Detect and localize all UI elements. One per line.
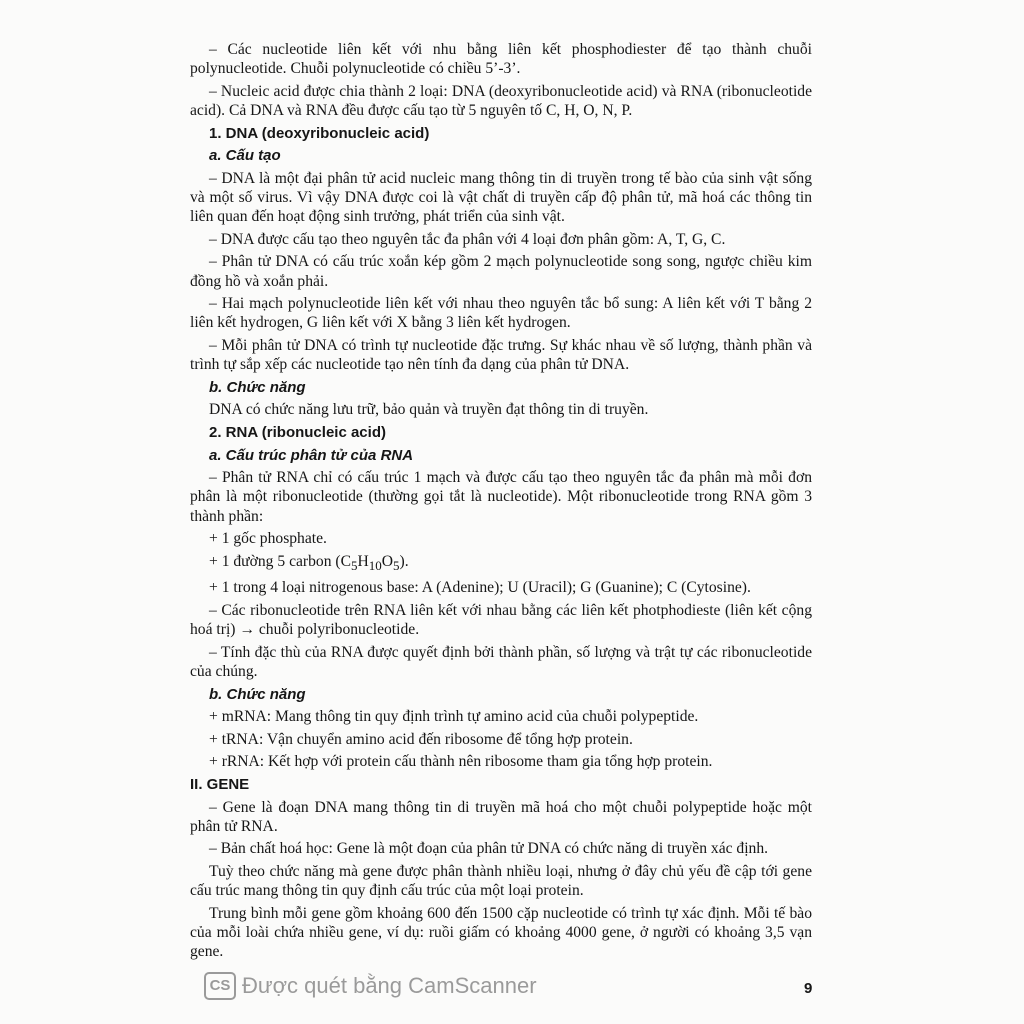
dna-paragraph: – Mỗi phân tử DNA có trình tự nucleotide đặc trưng. Sự khác nhau về số lượng, thành phần và trình tự sắp xếp các nucleotide tạo nên tính đa dạng của phân tử DNA.	[190, 336, 812, 374]
rna-paragraph: – Tính đặc thù của RNA được quyết định bởi thành phần, số lượng và trật tự các ribonucleotide của chúng.	[190, 643, 812, 681]
gene-paragraph: – Gene là đoạn DNA mang thông tin di truyền mã hoá cho một chuỗi polypeptide hoặc một phân tử RNA.	[190, 798, 812, 835]
sugar-end: ).	[399, 552, 409, 570]
dna-paragraph: – Hai mạch polynucleotide liên kết với nhau theo nguyên tắc bổ sung: A liên kết với T bằng 2 liên kết hydrogen, G liên kết với X bằng 3 liên kết hydrogen.	[190, 295, 812, 332]
intro-paragraph-2: – Nucleic acid được chia thành 2 loại: DNA (deoxyribonucleotide acid) và RNA (ribonucleotide acid). Cả DNA và RNA đều được cấu tạo từ 5 nguyên tố C, H, O, N, P.	[190, 82, 812, 119]
sugar-o: O	[381, 552, 394, 570]
intro-paragraph-1: – Các nucleotide liên kết với nhu bằng liên kết phosphodiester để tạo thành chuỗi polynucleotide. Chuỗi polynucleotide có chiều 5’-3’.	[190, 41, 812, 78]
sugar-h: H	[357, 552, 369, 570]
page-number: 9	[804, 980, 813, 997]
rna-heading: 2. RNA (ribonucleic acid)	[209, 423, 386, 441]
rna-paragraph: – Các ribonucleotide trên RNA liên kết với nhau bằng các liên kết photphodieste (liên kết cộng hoá trị) → chuỗi polyribonucleotide.	[190, 602, 812, 639]
dna-paragraph: – Phân tử DNA có cấu trúc xoắn kép gồm 2 mạch polynucleotide song song, ngược chiều kim đồng hồ và xoắn phải.	[190, 253, 812, 290]
rna-structure-intro: – Phân tử RNA chỉ có cấu trúc 1 mạch và được cấu tạo theo nguyên tắc đa phân mà mỗi đơn phân là một ribonucleotide (thường gọi tắt là nucleotide). Một ribonucleotide trong RNA gồm 3 thành phần:	[190, 469, 812, 525]
gene-paragraph: – Bản chất hoá học: Gene là một đoạn của phân tử DNA có chức năng di truyền xác định.	[209, 840, 769, 858]
dna-function-heading: b. Chức năng	[209, 378, 306, 396]
gene-paragraph: Trung bình mỗi gene gồm khoảng 600 đến 1500 cặp nucleotide có trình tự xác định. Mỗi tế bào của mỗi loài chứa nhiều gene, ví dụ: ruồi giấm có khoảng 4000 gene, ở người có khoảng 3,5 vạn gene.	[190, 904, 812, 961]
dna-structure-heading: a. Cấu tạo	[209, 147, 281, 165]
rna-sugar-item	[190, 552, 812, 575]
sugar-text: + 1 đường 5 carbon (C	[209, 552, 351, 570]
sugar-sub-h: 10	[368, 557, 382, 573]
rna-function-item: + tRNA: Vận chuyển amino acid đến ribosome để tổng hợp protein.	[209, 730, 633, 748]
page-content	[190, 40, 812, 965]
gene-heading: II. GENE	[190, 776, 250, 793]
scanner-watermark: Được quét bằng CamScanner	[242, 973, 537, 998]
dna-heading: 1. DNA (deoxyribonucleic acid)	[209, 124, 430, 142]
camscanner-logo-icon: CS	[204, 972, 236, 1000]
rna-function-heading: b. Chức năng	[209, 685, 306, 703]
sugar-sub-o: 5	[393, 557, 400, 573]
rna-component-item: + 1 trong 4 loại nitrogenous base: A (Adenine); U (Uracil); G (Guanine); C (Cytosine).	[209, 579, 751, 597]
rna-function-item: + mRNA: Mang thông tin quy định trình tự amino acid của chuỗi polypeptide.	[209, 708, 699, 726]
dna-function-text: DNA có chức năng lưu trữ, bảo quản và truyền đạt thông tin di truyền.	[209, 401, 649, 419]
sugar-sub-c: 5	[351, 557, 358, 573]
gene-paragraph: Tuỳ theo chức năng mà gene được phân thành nhiều loại, nhưng ở đây chủ yếu đề cập tới gene cấu trúc mang thông tin quy định cấu trúc của một loại protein.	[190, 862, 812, 900]
page-footer	[190, 968, 820, 1004]
rna-structure-heading: a. Cấu trúc phân tử của RNA	[209, 446, 414, 464]
dna-paragraph: – DNA được cấu tạo theo nguyên tắc đa phân với 4 loại đơn phân gồm: A, T, G, C.	[209, 230, 726, 248]
rna-component-item: + 1 gốc phosphate.	[209, 530, 327, 548]
rna-function-item: + rRNA: Kết hợp với protein cấu thành nên ribosome tham gia tổng hợp protein.	[209, 753, 713, 771]
dna-paragraph: – DNA là một đại phân tử acid nucleic mang thông tin di truyền trong tế bào của sinh vật sống và một số virus. Vì vậy DNA được coi là vật chất di truyền cấp độ phân tử, mã hoá các thông tin liên quan đến hoạt động sinh trưởng, phát triển của sinh vật.	[190, 169, 812, 226]
